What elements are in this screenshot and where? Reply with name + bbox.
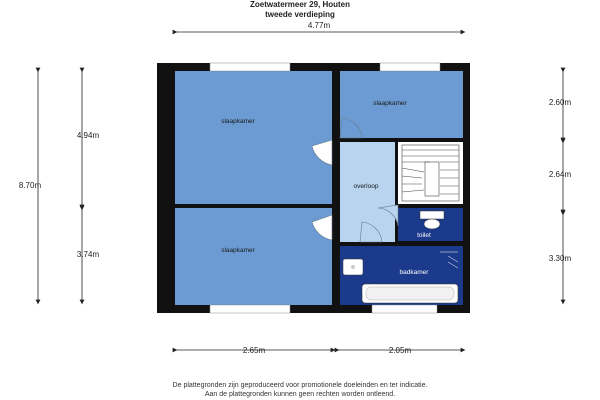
- dim-left-bottom: [77, 208, 100, 302]
- room-slaapkamer-large: [175, 71, 332, 204]
- window-top-right: [380, 63, 440, 71]
- disclaimer: [0, 381, 600, 399]
- disclaimer-line-2: Aan de plattegronden kunnen geen rechten worden ontleend.: [204, 391, 396, 398]
- dim-right-top-label: 2.60m: [548, 98, 572, 107]
- dim-left-top: [77, 70, 100, 207]
- dim-bottom-left: [175, 346, 333, 355]
- dim-bottom-right-label: 2.05m: [388, 346, 412, 355]
- dim-right-bottom: [549, 213, 572, 302]
- dim-total-width: [175, 21, 463, 32]
- dim-bottom-right: [337, 346, 463, 355]
- dim-left-bottom-label: 3.74m: [76, 250, 100, 259]
- disclaimer-line-1: De plattegronden zijn geproduceerd voor promotionele doeleinden en ter indicatie.: [172, 382, 428, 389]
- dim-bottom-left-label: 2.65m: [242, 346, 266, 355]
- label-toilet: toilet: [417, 232, 431, 239]
- label-slaapkamer-large: slaapkamer: [221, 118, 255, 125]
- dim-total-height: [19, 70, 42, 302]
- floor-title: tweede verdieping: [265, 10, 335, 19]
- dim-left-top-label: 4.94m: [76, 131, 100, 140]
- stairwell: [398, 142, 463, 204]
- label-overloop: overloop: [353, 183, 379, 190]
- dim-right-mid: [549, 141, 572, 212]
- dim-right-top: [549, 70, 572, 140]
- dim-total-height-label: 8.70m: [18, 181, 42, 190]
- room-slaapkamer-bottom: [175, 208, 332, 305]
- sink-icon: [343, 259, 363, 275]
- dim-right-bottom-label: 3.30m: [548, 254, 572, 263]
- dim-right-mid-label: 2.64m: [548, 170, 572, 179]
- window-top-left: [210, 63, 290, 71]
- label-slaapkamer-small: slaapkamer: [373, 100, 407, 107]
- dim-total-width-label: 4.77m: [307, 21, 331, 30]
- label-slaapkamer-bottom: slaapkamer: [221, 247, 255, 254]
- address-title: Zoetwatermeer 29, Houten: [249, 0, 351, 9]
- label-badkamer: badkamer: [399, 269, 429, 276]
- bathtub-icon: [362, 284, 458, 303]
- window-bottom-right: [372, 305, 437, 313]
- window-bottom-left: [210, 305, 290, 313]
